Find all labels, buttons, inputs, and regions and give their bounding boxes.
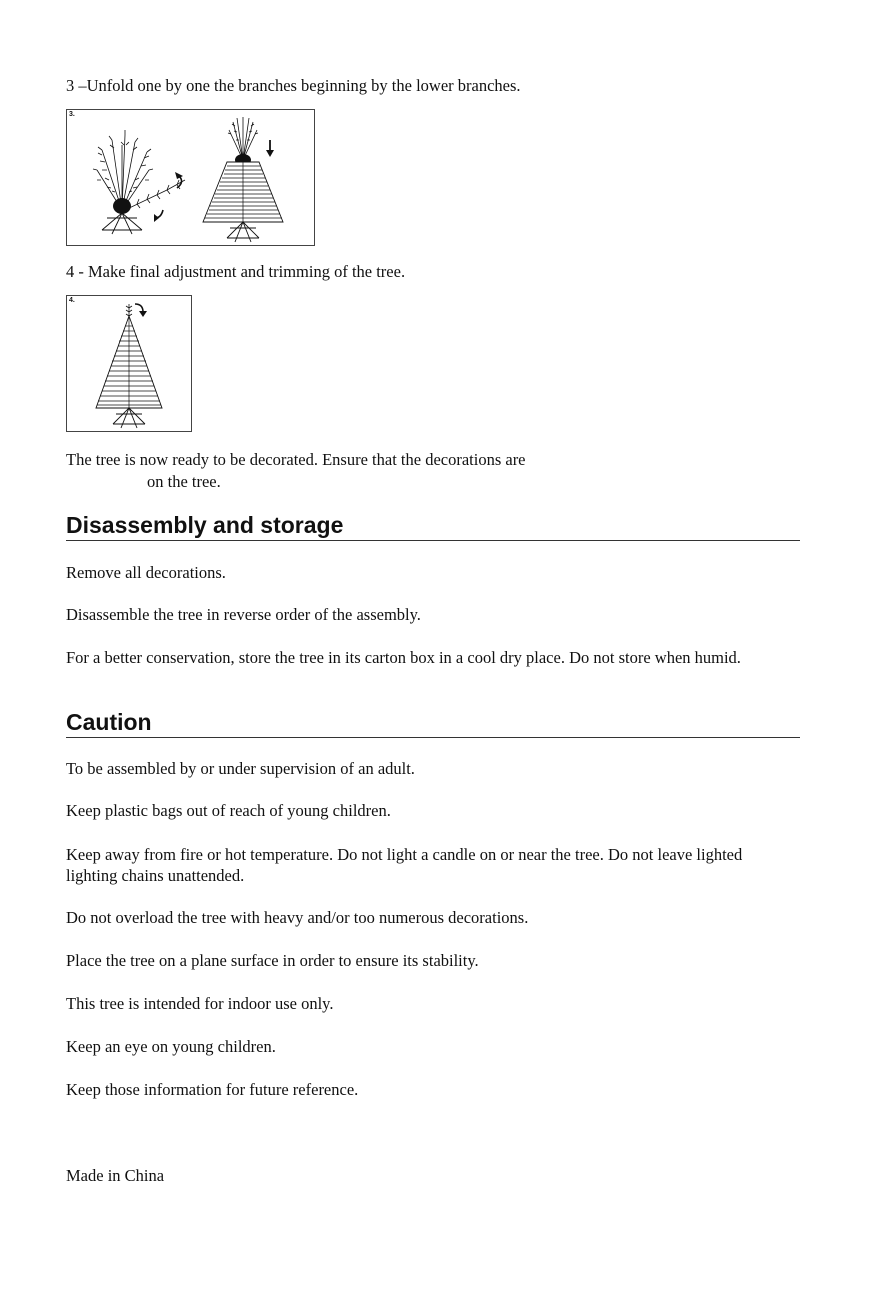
caution-item: Place the tree on a plane surface in order to ensure its stability.	[66, 951, 479, 970]
caution-item: To be assembled by or under supervision of an adult.	[66, 759, 415, 778]
step3-figure	[66, 109, 315, 246]
tree-unfold-branches-icon	[67, 110, 316, 247]
caution-item: Keep those information for future reference.	[66, 1080, 359, 1099]
made-in-label: Made in China	[66, 1166, 165, 1185]
caution-divider	[66, 737, 800, 738]
disassembly-paragraph-3: For a better conservation, store the tree in its carton box in a cool dry place. Do not store when humid.	[66, 648, 741, 667]
caution-item: Keep an eye on young children.	[66, 1037, 276, 1056]
caution-item: This tree is intended for indoor use only.	[66, 994, 334, 1013]
caution-item: Keep plastic bags out of reach of young children.	[66, 801, 391, 820]
disassembly-paragraph-2: Disassemble the tree in reverse order of the assembly.	[66, 605, 421, 624]
disassembly-paragraph-1: Remove all decorations.	[66, 563, 226, 582]
disassembly-heading: Disassembly and storage	[66, 512, 344, 538]
caution-heading: Caution	[66, 709, 152, 735]
disassembly-divider	[66, 540, 800, 541]
step3-instruction: 3 –Unfold one by one the branches beginning by the lower branches.	[66, 76, 521, 95]
step4-instruction: 4 - Make final adjustment and trimming of the tree.	[66, 262, 406, 281]
step4-figure	[66, 295, 192, 432]
step4-figure-label: 4.	[69, 297, 75, 304]
ready-line-1: The tree is now ready to be decorated. Ensure that the decorations are	[66, 450, 526, 469]
tree-final-adjustment-icon	[67, 296, 193, 433]
ready-line-2: on the tree.	[147, 472, 221, 491]
step3-figure-label: 3.	[69, 111, 75, 118]
caution-item: Do not overload the tree with heavy and/or too numerous decorations.	[66, 908, 529, 927]
caution-item: Keep away from fire or hot temperature. Do not light a candle on or near the tree. Do not leave lighted lighting chains unattended.	[66, 845, 743, 885]
